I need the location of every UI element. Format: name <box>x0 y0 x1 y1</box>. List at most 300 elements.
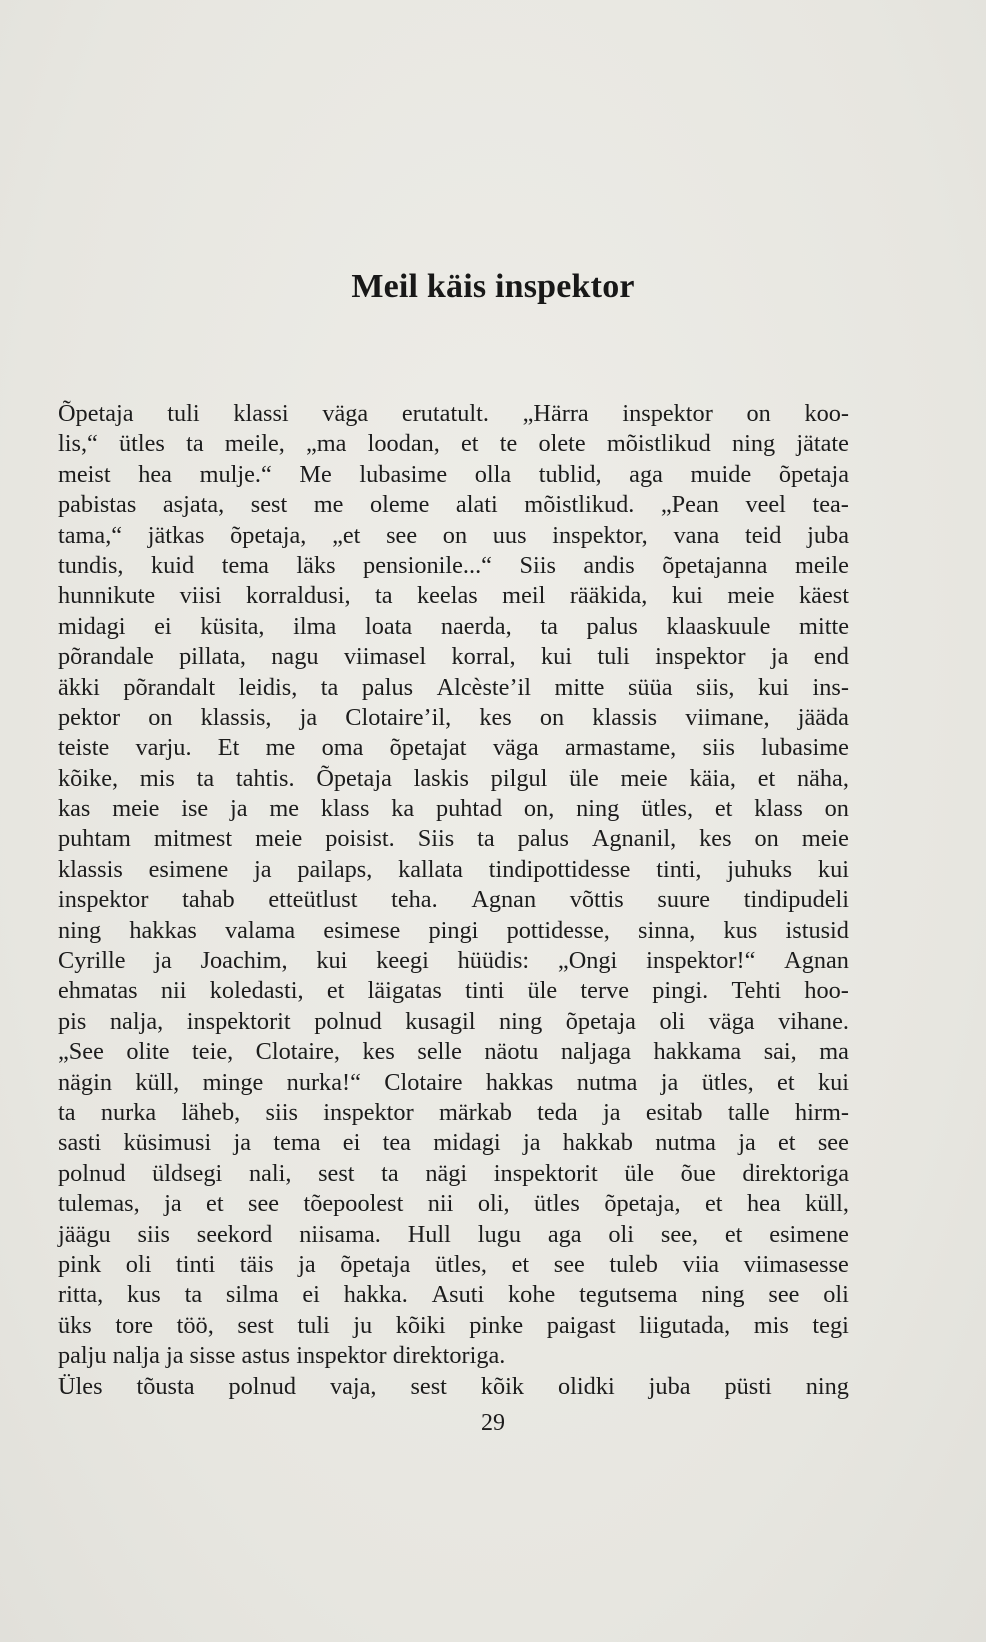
word: lugu <box>477 1220 521 1248</box>
word: polnud <box>228 1372 296 1400</box>
word: jäägu <box>58 1220 111 1248</box>
word: „Pean <box>660 491 719 519</box>
word: puhtam <box>58 825 131 853</box>
word: ins- <box>812 673 849 701</box>
chapter-title: Meil käis inspektor <box>351 268 635 305</box>
word: ja <box>770 643 789 671</box>
word: hakkama <box>653 1038 742 1066</box>
word: Tehti <box>731 977 782 1005</box>
word: ta <box>320 673 339 701</box>
word: meie <box>801 825 849 853</box>
word: Et <box>217 734 240 762</box>
word: ja <box>602 1098 621 1126</box>
word: see <box>248 1190 280 1218</box>
word: kas <box>58 795 91 823</box>
word: küll, <box>135 1068 180 1096</box>
word: vana <box>673 521 720 549</box>
word: Siis <box>519 551 556 579</box>
word: ehmatas <box>58 977 138 1005</box>
word: ütles <box>534 1190 580 1218</box>
word: niisama. <box>299 1220 381 1248</box>
word: sinna, <box>638 916 696 944</box>
word: ja <box>298 1250 316 1278</box>
word: inspektorit <box>186 1007 291 1035</box>
word: õpetaja, <box>230 521 307 549</box>
word: teda <box>537 1098 578 1126</box>
word: meie <box>112 795 160 823</box>
word: siis <box>702 734 735 762</box>
word: üle <box>527 977 558 1005</box>
word: et <box>777 1068 795 1096</box>
word: alati <box>455 491 498 519</box>
word: täis <box>239 1250 274 1278</box>
word: terve <box>580 977 629 1005</box>
word: tore <box>115 1311 154 1339</box>
word: üle <box>624 1159 655 1187</box>
text-line <box>58 490 849 520</box>
word: oleme <box>370 491 430 519</box>
word: näotu <box>484 1038 539 1066</box>
word: meile, <box>224 430 285 458</box>
text-line <box>58 794 849 824</box>
word: ja <box>738 1129 756 1157</box>
word: küll, <box>805 1190 849 1218</box>
word: naerda, <box>440 612 512 640</box>
word: viimasesse <box>743 1250 849 1278</box>
word: meist <box>58 460 111 488</box>
word: ta <box>375 582 393 610</box>
word: inspektor!“ <box>646 947 756 975</box>
word: ta <box>186 430 204 458</box>
word: teiste <box>58 734 110 762</box>
word: siis, <box>695 673 735 701</box>
word: meie <box>255 825 303 853</box>
word: oli, <box>477 1190 510 1218</box>
word: aga <box>629 460 663 488</box>
word: oli <box>823 1281 849 1309</box>
word: koledasti, <box>209 977 304 1005</box>
word: näha, <box>796 764 849 792</box>
word: on <box>148 703 173 731</box>
word: see <box>817 1129 849 1157</box>
word: tea <box>382 1129 411 1157</box>
word: äkki <box>58 673 100 701</box>
text-line <box>58 1311 849 1341</box>
word: tuli <box>597 643 630 671</box>
word: tõepoolest <box>303 1190 404 1218</box>
word: klaaskuule <box>666 612 771 640</box>
word: tema <box>273 1129 321 1157</box>
text-line <box>58 581 849 611</box>
word: õpetajanna <box>662 551 768 579</box>
word: sest <box>250 491 288 519</box>
word: vihane. <box>778 1007 849 1035</box>
word: kõik <box>480 1372 525 1400</box>
word: Clotaire <box>384 1068 463 1096</box>
word: ja <box>299 703 318 731</box>
word: pektor <box>58 703 121 731</box>
word: kuid <box>150 551 195 579</box>
word: teha. <box>391 886 438 914</box>
word: on <box>746 400 771 427</box>
word: läigatas <box>367 977 442 1005</box>
text-line <box>58 1280 849 1310</box>
word: ning <box>58 916 102 944</box>
word: meie <box>620 764 668 792</box>
word: viimasel <box>343 643 427 671</box>
word: ritta, <box>58 1281 104 1309</box>
word: minge <box>202 1068 264 1096</box>
word: ei <box>342 1129 361 1157</box>
word: direktoriga <box>742 1159 849 1187</box>
text-line <box>58 1220 849 1250</box>
word: ilma <box>293 612 337 640</box>
word: „et <box>332 521 361 549</box>
word: end <box>813 643 849 671</box>
word: andis <box>583 551 635 579</box>
word: korraldusi, <box>245 582 351 610</box>
word: meil <box>502 582 546 610</box>
word: olete <box>538 430 586 458</box>
text-line <box>58 1098 849 1128</box>
word: mitmest <box>153 825 233 853</box>
word: rääkida, <box>569 582 648 610</box>
word: liigutada, <box>639 1311 731 1339</box>
text-line <box>58 946 849 976</box>
word: uus <box>492 521 527 549</box>
word: pottidesse, <box>506 916 610 944</box>
word: poisist. <box>325 825 395 853</box>
word: pis <box>58 1007 87 1035</box>
word: kusagil <box>405 1007 476 1035</box>
word: kes <box>699 825 732 853</box>
word: mis <box>139 764 175 792</box>
word: mis <box>753 1311 789 1339</box>
word: Agnanil, <box>591 825 677 853</box>
word: hakkas <box>485 1068 554 1096</box>
word: aga <box>547 1220 582 1248</box>
word: klassis, <box>200 703 272 731</box>
word: Clotaire, <box>255 1038 341 1066</box>
word: juba <box>648 1372 691 1400</box>
word: muide <box>690 460 752 488</box>
word: et <box>511 1250 530 1278</box>
word: koo- <box>804 400 849 427</box>
text-line: palju nalja ja sisse astus inspektor direktoriga. <box>58 1342 506 1370</box>
word: pingi <box>428 916 479 944</box>
text-line <box>58 1007 849 1037</box>
word: kus <box>723 916 758 944</box>
word: tuli <box>297 1311 330 1339</box>
word: veel <box>745 491 786 519</box>
word: see <box>768 1281 800 1309</box>
word: „Härra <box>522 400 589 427</box>
word: oli <box>608 1220 635 1248</box>
word: ning <box>805 1372 849 1400</box>
word: võttis <box>569 886 624 914</box>
word: Clotaire’il, <box>345 703 452 731</box>
word: läheb, <box>181 1098 241 1126</box>
text-line <box>58 429 849 459</box>
word: me <box>265 734 296 762</box>
word: õue <box>680 1159 716 1187</box>
word: Õpetaja <box>316 764 392 792</box>
word: mulje.“ <box>199 460 272 488</box>
word: väga <box>492 734 539 762</box>
word: me <box>313 491 344 519</box>
word: istusid <box>785 916 849 944</box>
word: see <box>386 521 418 549</box>
word: pensionile...“ <box>363 551 492 579</box>
word: et <box>461 430 479 458</box>
text-line <box>58 855 849 885</box>
word: et <box>206 1190 224 1218</box>
word: siis <box>137 1220 170 1248</box>
word: et <box>724 1220 743 1248</box>
word: inspektor, <box>552 521 648 549</box>
word: midagi <box>433 1129 501 1157</box>
word: sest <box>318 1159 355 1187</box>
word: nii <box>427 1190 454 1218</box>
word: nurka <box>100 1098 157 1126</box>
word: kõike, <box>58 764 119 792</box>
word: pailaps, <box>297 855 373 883</box>
text-line <box>58 824 849 854</box>
text-line <box>58 399 849 429</box>
word: hakkas <box>129 916 197 944</box>
word: nali, <box>248 1159 292 1187</box>
word: et <box>326 977 345 1005</box>
word: mõistlikud. <box>524 491 635 519</box>
word: siis <box>265 1098 298 1126</box>
word: paigast <box>546 1311 616 1339</box>
word: klassis <box>592 703 658 731</box>
word: Cyrille <box>58 947 126 975</box>
word: pink <box>58 1250 102 1278</box>
word: pinke <box>469 1311 524 1339</box>
body-text <box>58 399 849 1402</box>
word: inspektor <box>58 886 149 914</box>
text-line <box>58 976 849 1006</box>
word: ütles, <box>435 1250 487 1278</box>
word: õpetaja, <box>604 1190 681 1218</box>
text-line <box>58 460 849 490</box>
word: üldsegi <box>152 1159 223 1187</box>
word: ei <box>302 1281 320 1309</box>
word: on <box>754 825 779 853</box>
word: erutatult. <box>401 400 489 427</box>
word: hoo- <box>804 977 849 1005</box>
word: üle <box>569 764 599 792</box>
word: nägi <box>425 1159 468 1187</box>
word: süüa <box>627 673 673 701</box>
word: hüüdis: <box>457 947 530 975</box>
word: laskis <box>413 764 469 792</box>
word: mitte <box>554 673 605 701</box>
word: pabistas <box>58 491 137 519</box>
word: põrandale <box>58 643 154 671</box>
text-line <box>58 764 849 794</box>
text-line <box>58 612 849 642</box>
word: käia, <box>689 764 736 792</box>
word: on, <box>523 795 555 823</box>
word: õpetaja <box>565 1007 636 1035</box>
word: oli <box>125 1250 152 1278</box>
word: viimane, <box>685 703 770 731</box>
word: esimene <box>769 1220 849 1248</box>
word: ma <box>819 1038 849 1066</box>
word: olite <box>126 1038 170 1066</box>
word: Me <box>299 460 332 488</box>
word: ta <box>477 825 495 853</box>
word: asjata, <box>162 491 225 519</box>
word: kui <box>671 582 703 610</box>
word: Asuti <box>431 1281 485 1309</box>
word: sest <box>410 1372 447 1400</box>
word: kui <box>540 643 573 671</box>
word: esitab <box>645 1098 703 1126</box>
text-line <box>58 642 849 672</box>
word: loata <box>364 612 413 640</box>
word: jääda <box>797 703 849 731</box>
word: ei <box>154 612 172 640</box>
word: sasti <box>58 1129 102 1157</box>
word: ja <box>230 795 248 823</box>
word: esimese <box>323 916 401 944</box>
word: oma <box>321 734 364 762</box>
word: Üles <box>58 1372 103 1400</box>
word: tahtis. <box>235 764 295 792</box>
word: küsimusi <box>123 1129 212 1157</box>
word: tuleb <box>609 1250 658 1278</box>
word: kui <box>316 947 348 975</box>
word: kui <box>817 1068 849 1096</box>
page-number: 29 <box>481 1410 505 1436</box>
word: midagi <box>58 612 126 640</box>
word: ju <box>353 1311 373 1339</box>
word: püsti <box>724 1372 772 1400</box>
word: palus <box>361 673 414 701</box>
word: kui <box>757 673 790 701</box>
word: üks <box>58 1311 92 1339</box>
word: „See <box>58 1038 104 1066</box>
word: Siis <box>417 825 455 853</box>
word: et <box>714 795 733 823</box>
word: ütles <box>119 430 165 458</box>
word: nutma <box>655 1129 716 1157</box>
word: jätate <box>796 430 849 458</box>
word: kui <box>817 855 849 883</box>
word: vaja, <box>329 1372 377 1400</box>
word: hakkab <box>562 1129 633 1157</box>
word: nutma <box>576 1068 638 1096</box>
text-line <box>58 1159 849 1189</box>
word: me <box>269 795 300 823</box>
word: ja <box>154 947 172 975</box>
word: pilgul <box>490 764 548 792</box>
word: et <box>778 1129 796 1157</box>
word: hirm- <box>794 1098 849 1126</box>
word: tindipudeli <box>743 886 849 914</box>
word: leidis, <box>238 673 298 701</box>
word: käest <box>799 582 849 610</box>
word: hea <box>746 1190 781 1218</box>
word: tahab <box>182 886 235 914</box>
word: lis,“ <box>58 430 98 458</box>
word: puhtad <box>435 795 503 823</box>
word: hakka. <box>343 1281 408 1309</box>
word: Alcèste’il <box>436 673 532 701</box>
word: nägin <box>58 1068 112 1096</box>
text-line <box>58 1037 849 1067</box>
word: ka <box>391 795 415 823</box>
word: ta <box>58 1098 76 1126</box>
word: kallata <box>398 855 463 883</box>
word: see, <box>660 1220 699 1248</box>
word: inspektorit <box>493 1159 598 1187</box>
word: ta <box>196 764 215 792</box>
word: klassis <box>58 855 123 883</box>
word: klassi <box>233 400 289 427</box>
word: hea <box>138 460 172 488</box>
word: pingi. <box>652 977 709 1005</box>
word: viia <box>682 1250 719 1278</box>
word: märkab <box>439 1098 512 1126</box>
word: väga <box>708 1007 755 1035</box>
word: oli <box>659 1007 686 1035</box>
word: ja <box>164 1190 182 1218</box>
word: tegi <box>812 1311 849 1339</box>
word: inspektor <box>655 643 746 671</box>
word: ning <box>576 795 620 823</box>
word: ja <box>660 1068 679 1096</box>
word: talle <box>727 1098 770 1126</box>
word: ta <box>381 1159 399 1187</box>
word: ta <box>540 612 558 640</box>
word: naljaga <box>560 1038 632 1066</box>
word: see <box>553 1250 585 1278</box>
word: sest <box>237 1311 274 1339</box>
word: tea- <box>812 491 849 519</box>
word: tulemas, <box>58 1190 140 1218</box>
word: nurka!“ <box>286 1068 361 1096</box>
word: hunnikute <box>58 582 156 610</box>
word: kus <box>127 1281 161 1309</box>
text-line <box>58 1250 849 1280</box>
word: kes <box>479 703 512 731</box>
word: tublid, <box>538 460 602 488</box>
word: tõusta <box>136 1372 195 1400</box>
word: põrandalt <box>123 673 216 701</box>
word: juhuks <box>727 855 793 883</box>
word: olidki <box>558 1372 615 1400</box>
word: on <box>824 795 849 823</box>
word: teid <box>745 521 782 549</box>
word: palus <box>586 612 638 640</box>
word: tindipottidesse <box>488 855 631 883</box>
word: suure <box>657 886 711 914</box>
word: keelas <box>417 582 478 610</box>
word: viisi <box>179 582 222 610</box>
word: juba <box>807 521 849 549</box>
word: selle <box>417 1038 462 1066</box>
word: korral, <box>451 643 516 671</box>
word: tinti, <box>656 855 702 883</box>
word: tama,“ <box>58 521 123 549</box>
word: õpetaja <box>778 460 849 488</box>
word: kohe <box>508 1281 556 1309</box>
word: tuli <box>167 400 200 427</box>
